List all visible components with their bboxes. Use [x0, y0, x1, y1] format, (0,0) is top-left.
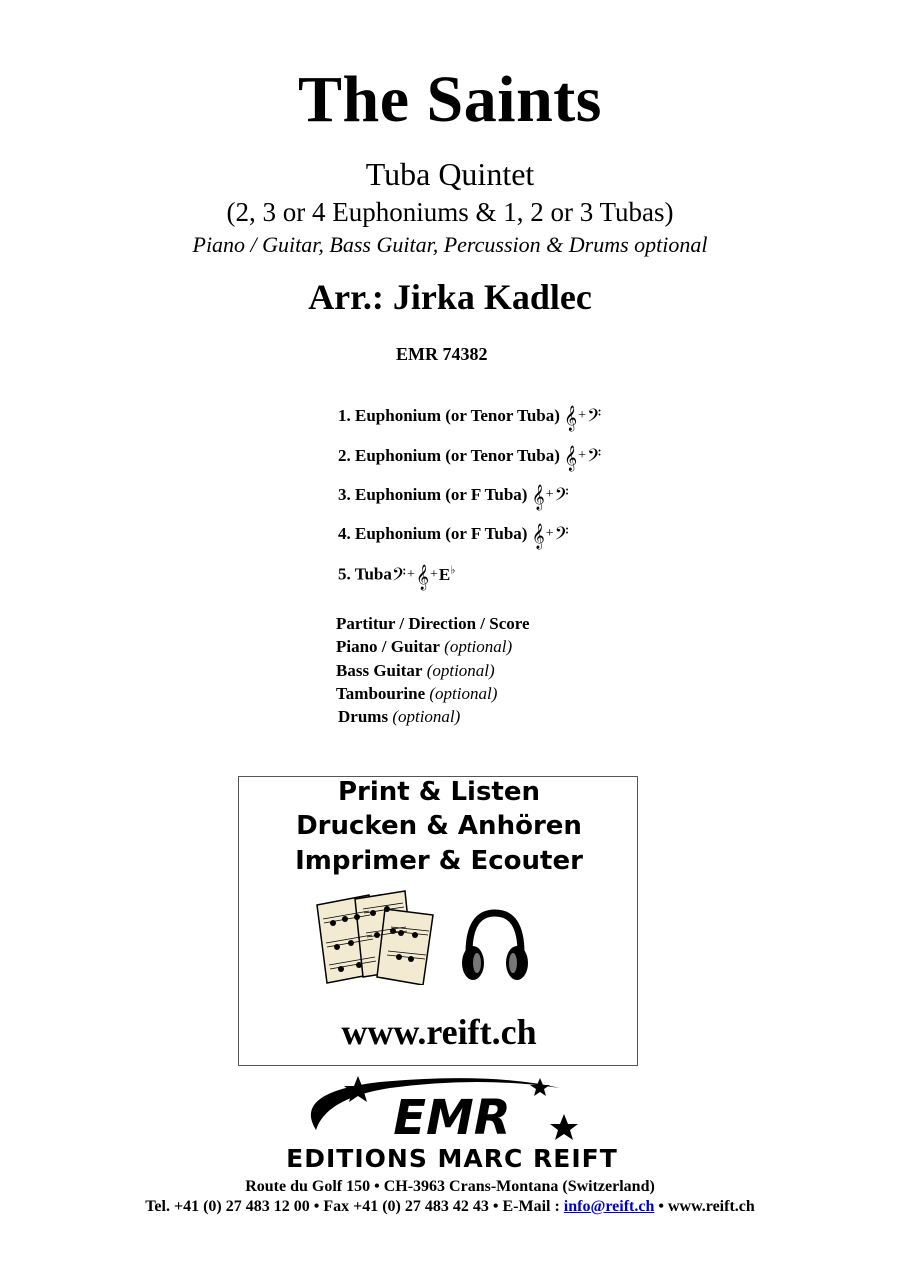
- bass-clef-icon: 𝄢: [391, 564, 407, 590]
- logo-mark: EMR: [393, 1090, 511, 1146]
- extra-bass-guitar: Bass Guitar (optional): [336, 661, 495, 680]
- instrumentation: (2, 3 or 4 Euphoniums & 1, 2 or 3 Tubas): [226, 197, 674, 227]
- part-label: 4. Euphonium (or F Tuba): [338, 524, 528, 543]
- promo-line-fr: Imprimer & Ecouter: [295, 846, 583, 876]
- footer-contact: [0, 1198, 900, 1216]
- footer-website: • www.reift.ch: [654, 1198, 755, 1215]
- extra-tambourine: Tambourine (optional): [336, 684, 498, 703]
- plus-sign: +: [545, 526, 554, 541]
- bass-clef-icon: 𝄢: [587, 446, 602, 471]
- logo-name: EDITIONS MARC REIFT: [286, 1144, 618, 1173]
- footer-address: Route du Golf 150 • CH-3963 Crans-Montana (Switzerland): [245, 1178, 655, 1195]
- extra-piano-guitar: Piano / Guitar (optional): [336, 637, 513, 656]
- bass-clef-icon: 𝄢: [587, 406, 602, 431]
- promo-line-en: Print & Listen: [337, 777, 541, 807]
- bass-clef-icon: 𝄢: [554, 485, 569, 510]
- print-listen-box: [238, 776, 638, 1066]
- optional-instruments-note: Piano / Guitar, Bass Guitar, Percussion & Drums optional: [192, 232, 708, 257]
- emr-logo: [230, 1074, 690, 1174]
- part-label: 5. Tuba: [338, 564, 392, 584]
- eflat-label: E♭: [438, 564, 456, 584]
- treble-clef-icon: 𝄞: [531, 524, 545, 549]
- part-2: [338, 446, 601, 471]
- part-label: 2. Euphonium (or Tenor Tuba): [338, 446, 560, 465]
- treble-clef-icon: 𝄞: [415, 564, 429, 590]
- footer-phone-fax: Tel. +41 (0) 27 483 12 00 • Fax +41 (0) 27 483 42 43 • E-Mail :: [145, 1198, 564, 1215]
- part-5: [338, 563, 455, 590]
- treble-clef-icon: 𝄞: [564, 446, 578, 471]
- sheet-music-icon: [311, 889, 441, 985]
- part-1: [338, 406, 601, 431]
- subtitle: Tuba Quintet: [365, 156, 535, 192]
- bass-clef-icon: 𝄢: [554, 524, 569, 549]
- plus-sign: +: [545, 487, 554, 502]
- treble-clef-icon: 𝄞: [531, 485, 545, 510]
- plus-sign: +: [578, 408, 587, 423]
- catalog-number: EMR 74382: [396, 344, 488, 364]
- part-label: 3. Euphonium (or F Tuba): [338, 485, 528, 504]
- plus-sign: +: [578, 448, 587, 463]
- extra-drums: Drums (optional): [338, 707, 461, 726]
- part-label: 1. Euphonium (or Tenor Tuba): [338, 406, 560, 425]
- plus-sign: +: [429, 566, 438, 582]
- headphones-icon: [459, 907, 531, 985]
- promo-url[interactable]: www.reift.ch: [341, 1012, 537, 1052]
- page-title: The Saints: [298, 63, 602, 136]
- emr-logo-graphic: [230, 1074, 690, 1174]
- promo-line-de: Drucken & Anhören: [296, 811, 582, 841]
- email-link[interactable]: info@reift.ch: [563, 1198, 655, 1215]
- arranger: Arr.: Jirka Kadlec: [308, 277, 592, 317]
- part-4: [338, 524, 569, 549]
- part-3: [338, 485, 569, 510]
- treble-clef-icon: 𝄞: [564, 406, 578, 431]
- plus-sign: +: [407, 566, 415, 582]
- extra-score: Partitur / Direction / Score: [336, 614, 530, 633]
